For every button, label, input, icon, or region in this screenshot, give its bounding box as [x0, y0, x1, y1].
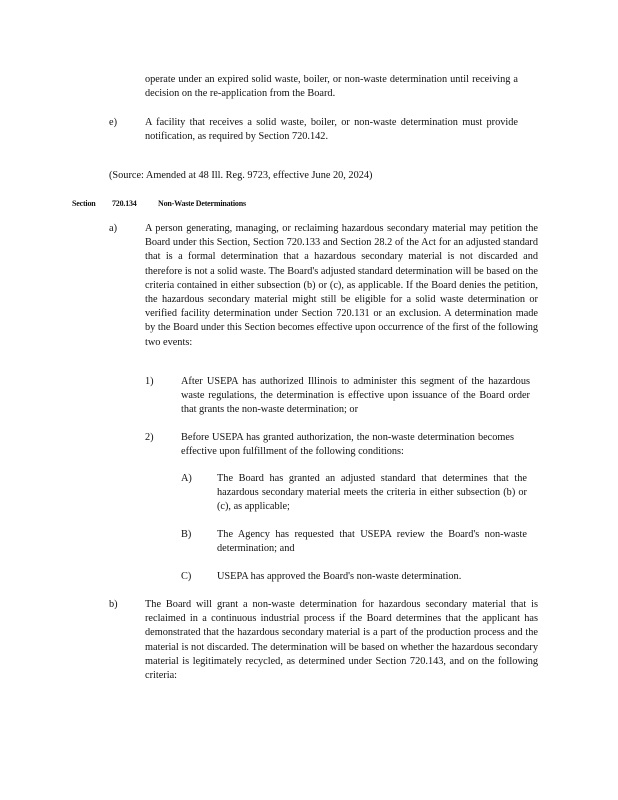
item-2-label: 2): [145, 432, 154, 443]
para-e-label: e): [109, 117, 117, 128]
subitem-b-text: The Agency has requested that USEPA review the Board's non-waste determination; and: [217, 529, 527, 555]
section-word: Section: [72, 199, 96, 208]
subitem-c-label: C): [181, 571, 192, 582]
para-e-text: A facility that receives a solid waste, boiler, or non-waste determination must provide notification, as required by Section 720.142.: [145, 117, 518, 143]
item-1-text: After USEPA has authorized Illinois to administer this segment of the hazardous waste regulations, the determination is effective upon issuance of the Board order that grants the non-waste determination; or: [181, 376, 530, 416]
para-b-label: b): [109, 599, 118, 610]
para-a-text: A person generating, managing, or reclaiming hazardous secondary material may petition the Board under this Section, Section 720.133 and Section 28.2 of the Act for an adjusted standard that is a formal determination that a hazardous secondary material is not discarded and therefore is not a solid waste. The Board's adjusted standard determination will be based on the criteria contained in either subsection (b) or (c), as applicable. If the Board denies the petition, the hazardous secondary material might still be eligible for a solid waste determination or verified facility determination under Section 720.131 or an exclusion. A determination made by the Board under this Section becomes effective upon occurrence of the first of the following two events:: [145, 223, 538, 348]
continuation-text: operate under an expired solid waste, boiler, or non-waste determination until receiving a decision on the re-application from the Board.: [145, 74, 518, 100]
para-a-label: a): [109, 223, 117, 234]
subitem-c-text: USEPA has approved the Board's non-waste determination.: [217, 571, 462, 582]
subitem-a-label: A): [181, 473, 192, 484]
subitem-a-text: The Board has granted an adjusted standard that determines that the hazardous secondary material meets the criteria in either subsection (b) or (c), as applicable;: [217, 473, 527, 513]
para-b-text: The Board will grant a non-waste determination for hazardous secondary material that is reclaimed in a continuous industrial process if the Board determines that the applicant has demonstrated that the hazardous secondary material is a part of the production process and the material is not discarded. The determination will be based on whether the hazardous secondary material is legitimately recycled, as determined under Section 720.143, and on the following criteria:: [145, 599, 538, 682]
section-title: Non-Waste Determinations: [158, 199, 246, 208]
source-note: (Source: Amended at 48 Ill. Reg. 9723, effective June 20, 2024): [109, 170, 373, 181]
item-1-label: 1): [145, 376, 154, 387]
section-number: 720.134: [112, 199, 137, 208]
subitem-b-label: B): [181, 529, 192, 540]
item-2-text: Before USEPA has granted authorization, the non-waste determination becomes effective upon fulfillment of the following conditions:: [181, 432, 514, 458]
